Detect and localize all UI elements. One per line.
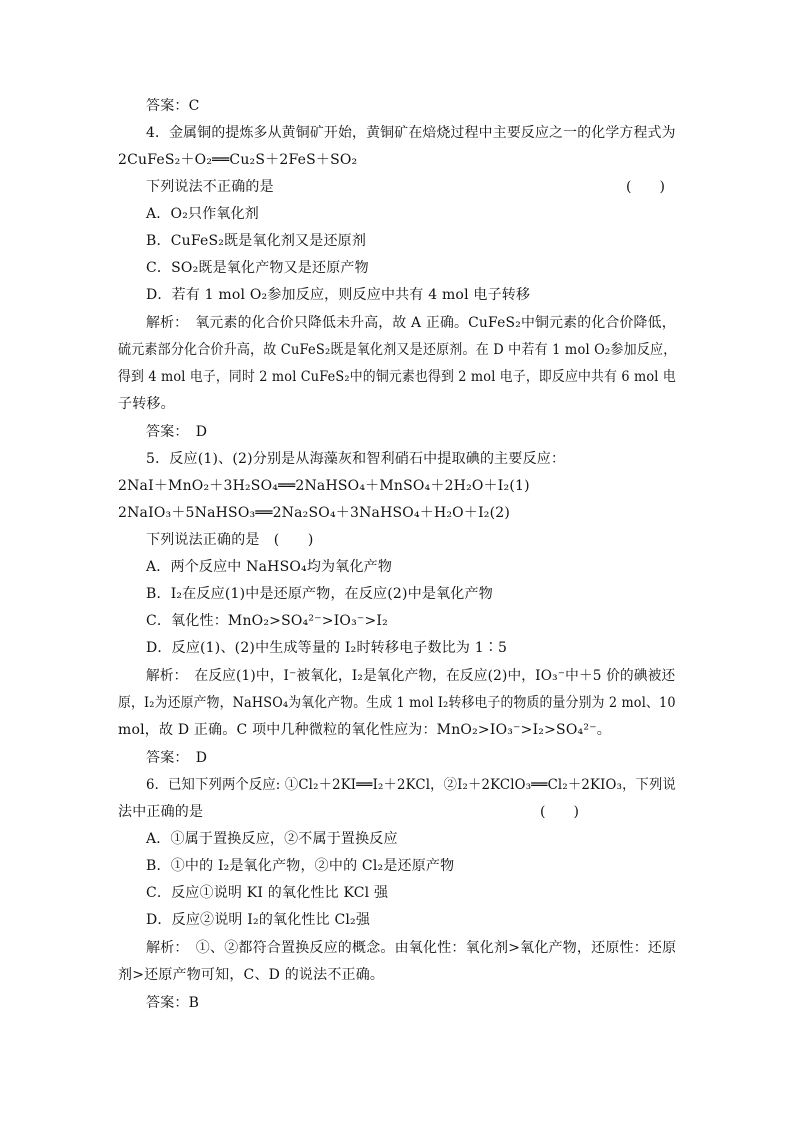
analysis-5-line-1: 解析： 在反应(1)中，I⁻被氧化，I₂是氧化产物，在反应(2)中，IO₃⁻中＋5 价的碘被还 [146,668,676,684]
analysis-6-line-1: 解析： ①、②都符合置换反应的概念。由氧化性：氧化剂>氧化产物，还原性：还原 [146,940,677,956]
analysis-4-line-3: 得到 4 mol 电子，同时 2 mol CuFeS₂中的铜元素也得到 2 mol 电子，即反应中共有 6 mol 电 [118,369,676,385]
question-5-prompt: 下列说法正确的是 ( ) [146,532,314,548]
analysis-4-line-4: 子转移。 [118,396,175,412]
question-5-stem: 5．反应(1)、(2)分别是从海藻灰和智利硝石中提取碘的主要反应： [146,451,566,467]
option-d: D．反应②说明 I₂的氧化性比 Cl₂强 [146,912,371,928]
answer-5: 答案： D [146,750,208,766]
option-c: C．反应①说明 KI 的氧化性比 KCl 强 [146,885,389,901]
option-b: B．I₂在反应(1)中是还原产物，在反应(2)中是氧化产物 [146,586,493,602]
answer-line-3: 答案：C [146,98,200,114]
option-d: D．反应(1)、(2)中生成等量的 I₂时转移电子数比为 1∶5 [146,640,508,656]
question-4-equation: 2CuFeS₂＋O₂══Cu₂S＋2FeS＋SO₂ [118,152,358,168]
answer-blank: ( ) [540,804,579,820]
option-b: B．CuFeS₂既是氧化剂又是还原剂 [146,233,367,249]
question-6-prompt: 法中正确的是 [118,804,204,820]
question-6-stem: 6．已知下列两个反应: ①Cl₂＋2KI══I₂＋2KCl，②I₂＋2KClO₃══Cl₂＋2KIO₃，下列说 [146,777,676,793]
option-a: A．O₂只作氧化剂 [146,206,259,222]
question-4-stem: 4．金属铜的提炼多从黄铜矿开始，黄铜矿在焙烧过程中主要反应之一的化学方程式为 [146,125,676,141]
question-5-equation-2: 2NaIO₃＋5NaHSO₃══2Na₂SO₄＋3NaHSO₄＋H₂O＋I₂(2) [118,505,511,521]
analysis-4-line-1: 解析： 氧元素的化合价只降低未升高，故 A 正确。CuFeS₂中铜元素的化合价降低， [146,315,676,331]
answer-6: 答案：B [146,995,200,1011]
analysis-4-line-2: 硫元素部分化合价升高，故 CuFeS₂既是氧化剂又是还原剂。在 D 中若有 1 mol O₂参加反应， [118,342,677,358]
option-a: A．两个反应中 NaHSO₄均为氧化产物 [146,559,393,575]
answer-blank: ( ) [626,179,665,195]
answer-4: 答案： D [146,424,208,440]
analysis-5-line-3: mol，故 D 正确。C 项中几种微粒的氧化性应为：MnO₂>IO₃⁻>I₂>SO₄²⁻。 [118,722,611,738]
option-c: C．SO₂既是氧化产物又是还原产物 [146,260,369,276]
option-a: A．①属于置换反应，②不属于置换反应 [146,831,398,847]
analysis-6-line-2: 剂>还原产物可知，C、D 的说法不正确。 [118,967,385,983]
option-b: B．①中的 I₂是氧化产物，②中的 Cl₂是还原产物 [146,858,455,874]
option-c: C．氧化性：MnO₂>SO₄²⁻>IO₃⁻>I₂ [146,613,388,629]
option-d: D．若有 1 mol O₂参加反应，则反应中共有 4 mol 电子转移 [146,287,531,303]
question-5-equation-1: 2NaI＋MnO₂＋3H₂SO₄══2NaHSO₄＋MnSO₄＋2H₂O＋I₂(1) [118,478,530,494]
analysis-5-line-2: 原，I₂为还原产物，NaHSO₄为氧化产物。生成 1 mol I₂转移电子的物质的量分别为 2 mol、10 [118,695,676,711]
question-4-prompt: 下列说法不正确的是 [146,179,274,195]
